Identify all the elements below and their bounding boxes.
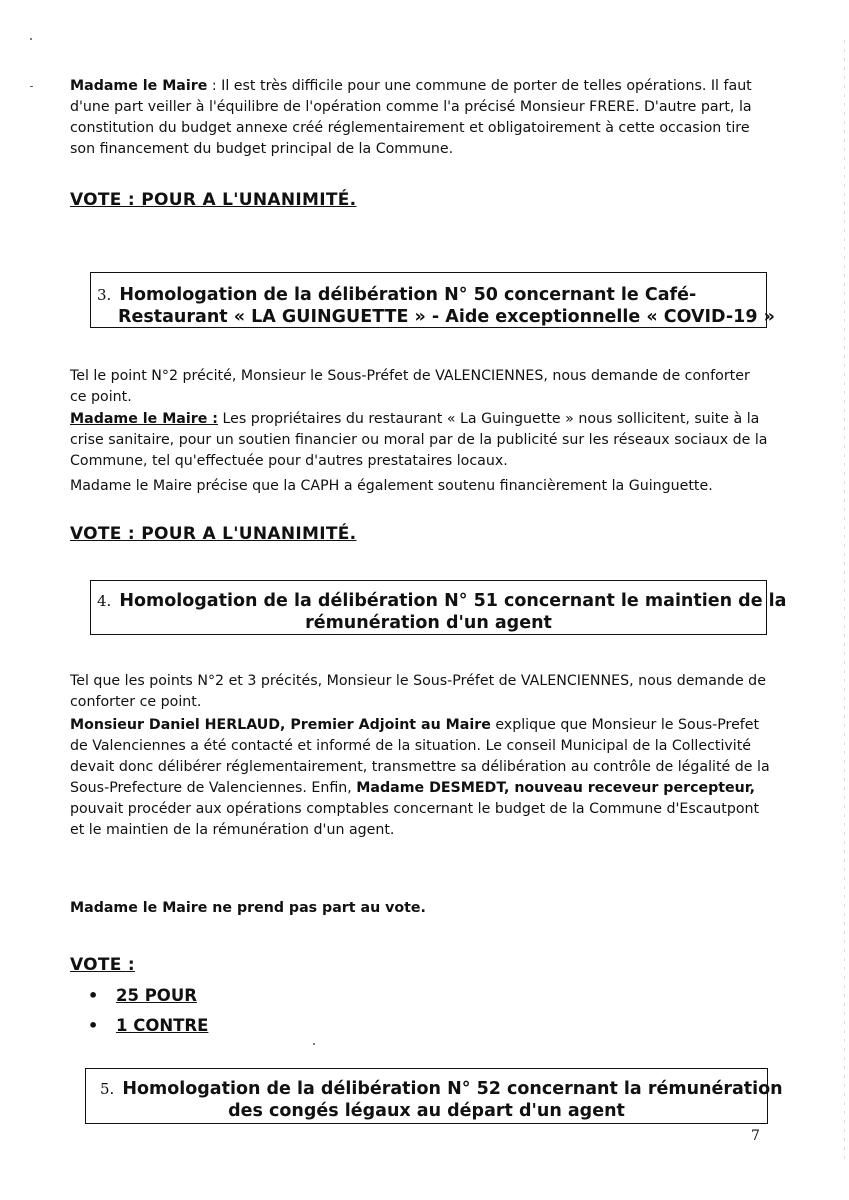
scan-speck (30, 38, 32, 40)
paragraph-text: Les propriétaires du restaurant « La Guinguette » nous sollicitent, suite à la crise sanitaire, pour un soutien financier ou moral par de la publicité sur les réseaux sociaux de la Commune, tel qu'effectuée pour d'autres prestataires locaux. (70, 411, 768, 469)
scan-edge (844, 40, 845, 1160)
person-label: Madame DESMEDT, nouveau receveur percepteur, (356, 780, 756, 796)
paragraph-item3-maire (70, 409, 770, 472)
item-3-heading-line1 (97, 283, 766, 307)
item-title: Homologation de la délibération N° 50 concernant le Café- (119, 285, 697, 305)
item-5-heading-box (85, 1068, 783, 1124)
list-item (88, 981, 208, 1011)
vote-result-1: VOTE : POUR A L'UNANIMITÉ. (70, 190, 357, 210)
paragraph-text: explique que Monsieur le Sous-Prefet de Valenciennes a été contacté et informé de la situation. Le conseil Municipal de la Collectivité devait donc délibérer réglementairement, transmettre sa délibération au contrôle de légalité de la Sous-Prefecture de Valenciennes. Enfin, (70, 717, 770, 796)
vote-result-2: VOTE : POUR A L'UNANIMITÉ. (70, 524, 357, 544)
page-number: 7 (751, 1128, 760, 1144)
item-4-heading-line1 (97, 589, 787, 613)
vote-tally-list (88, 981, 208, 1041)
paragraph-item4-herlaud (70, 715, 770, 841)
item-number: 5. (100, 1080, 115, 1098)
vote-count: 1 CONTRE (116, 1016, 209, 1035)
item-title: Homologation de la délibération N° 51 concernant le maintien de la (119, 591, 787, 611)
paragraph-maire-operations (70, 76, 770, 160)
item-4-heading-box (90, 580, 787, 635)
speaker-label: Madame le Maire (70, 78, 208, 94)
list-item (88, 1011, 208, 1041)
paragraph-text: pouvait procéder aux opérations comptables concernant le budget de la Commune d'Escautpont et le maintien de la rémunération d'un agent. (70, 801, 760, 838)
item-3-heading-box (90, 272, 775, 328)
paragraph-item3-intro: Tel le point N°2 précité, Monsieur le Sous-Préfet de VALENCIENNES, nous demande de conforter ce point. (70, 368, 750, 405)
speaker-label: Madame le Maire : (70, 411, 218, 427)
scan-speck (313, 1043, 315, 1045)
vote-count: 25 POUR (116, 986, 197, 1005)
item-5-heading-line2: des congés légaux au départ d'un agent (228, 1101, 625, 1121)
scan-speck (30, 86, 33, 87)
vote-heading-3: VOTE : (70, 955, 136, 975)
bullet-icon: • (88, 1016, 99, 1035)
person-label: Monsieur Daniel HERLAUD, Premier Adjoint au Maire (70, 717, 491, 733)
item-3-heading-line2: Restaurant « LA GUINGUETTE » - Aide exceptionnelle « COVID-19 » (118, 307, 775, 327)
paragraph-maire-abstains: Madame le Maire ne prend pas part au vote. (70, 900, 426, 916)
item-number: 3. (97, 286, 112, 304)
paragraph-item3-caph: Madame le Maire précise que la CAPH a également soutenu financièrement la Guinguette. (70, 478, 713, 494)
item-4-heading-line2: rémunération d'un agent (305, 613, 552, 633)
bullet-icon: • (88, 986, 99, 1005)
paragraph-text: : Il est très difficile pour une commune de porter de telles opérations. Il faut d'une part veiller à l'équilibre de l'opération comme l'a précisé Monsieur FRERE. D'autre part, la constitution du budget annexe créé réglementairement et obligatoirement à cette occasion tire son financement du budget principal de la Commune. (70, 78, 752, 157)
item-title: Homologation de la délibération N° 52 concernant la rémunération (122, 1079, 783, 1099)
paragraph-item4-intro: Tel que les points N°2 et 3 précités, Monsieur le Sous-Préfet de VALENCIENNES, nous demande de conforter ce point. (70, 673, 766, 710)
item-number: 4. (97, 592, 112, 610)
item-5-heading-line1 (100, 1077, 783, 1101)
